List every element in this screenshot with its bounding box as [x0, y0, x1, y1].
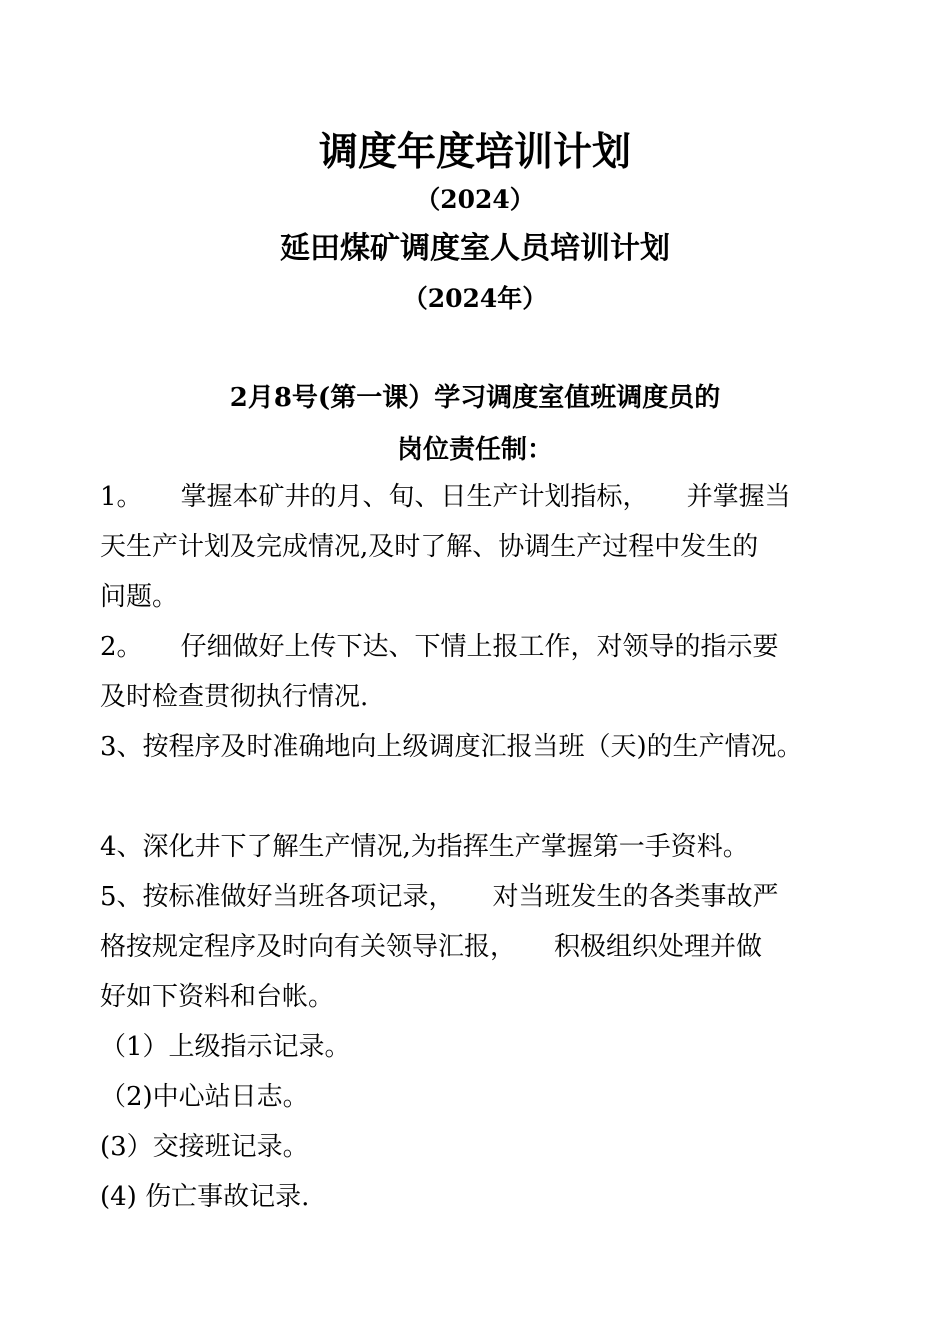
document-title: 调度年度培训计划 — [318, 129, 631, 175]
item-number: 2。 — [100, 632, 143, 662]
lesson-heading-line1: 2月8号(第一课）学习调度室值班调度员的 — [229, 383, 721, 413]
item-4-line-1: 4、深化井下了解生产情况,为指挥生产掌握第一手资料。 — [100, 832, 749, 862]
item-text: 积极组织处理并做 — [554, 932, 763, 962]
item-2-line-2: 及时检查贯彻执行情况. — [100, 682, 369, 712]
lesson-heading-line2: 岗位责任制： — [396, 435, 553, 465]
item-5-line-3: 好如下资料和台帐。 — [100, 982, 335, 1012]
item-text: 掌握本矿井的月、旬、日生产计划指标， — [180, 482, 649, 512]
item-1-line-3: 问题。 — [100, 582, 179, 612]
item-5-line-2 — [100, 922, 762, 972]
item-1-line-2: 天生产计划及完成情况,及时了解、协调生产过程中发生的 — [100, 532, 759, 562]
item-text: 对当班发生的各类事故严 — [492, 882, 779, 912]
document-subtitle-year: （2024年） — [402, 284, 548, 313]
item-5-line-1 — [100, 872, 779, 922]
item-text: 并掌握当 — [686, 482, 791, 512]
item-1-line-1 — [100, 472, 791, 522]
document-subtitle: 延田煤矿调度室人员培训计划 — [280, 231, 670, 266]
record-item-3: (3）交接班记录。 — [100, 1132, 309, 1162]
item-number: 1。 — [100, 482, 143, 512]
item-2-line-1 — [100, 622, 779, 672]
record-item-1: （1）上级指示记录。 — [100, 1032, 351, 1062]
item-text: 格按规定程序及时向有关领导汇报， — [100, 932, 517, 962]
item-text: 仔细做好上传下达、下情上报工作，对领导的指示要 — [180, 632, 779, 662]
record-item-4: (4) 伤亡事故记录. — [100, 1182, 310, 1212]
item-3-line-1: 3、按程序及时准确地向上级调度汇报当班（天)的生产情况。 — [100, 732, 803, 762]
document-year: （2024） — [415, 185, 535, 214]
item-text: 5、按标准做好当班各项记录， — [100, 882, 455, 912]
record-item-2: （2)中心站日志。 — [100, 1082, 309, 1112]
